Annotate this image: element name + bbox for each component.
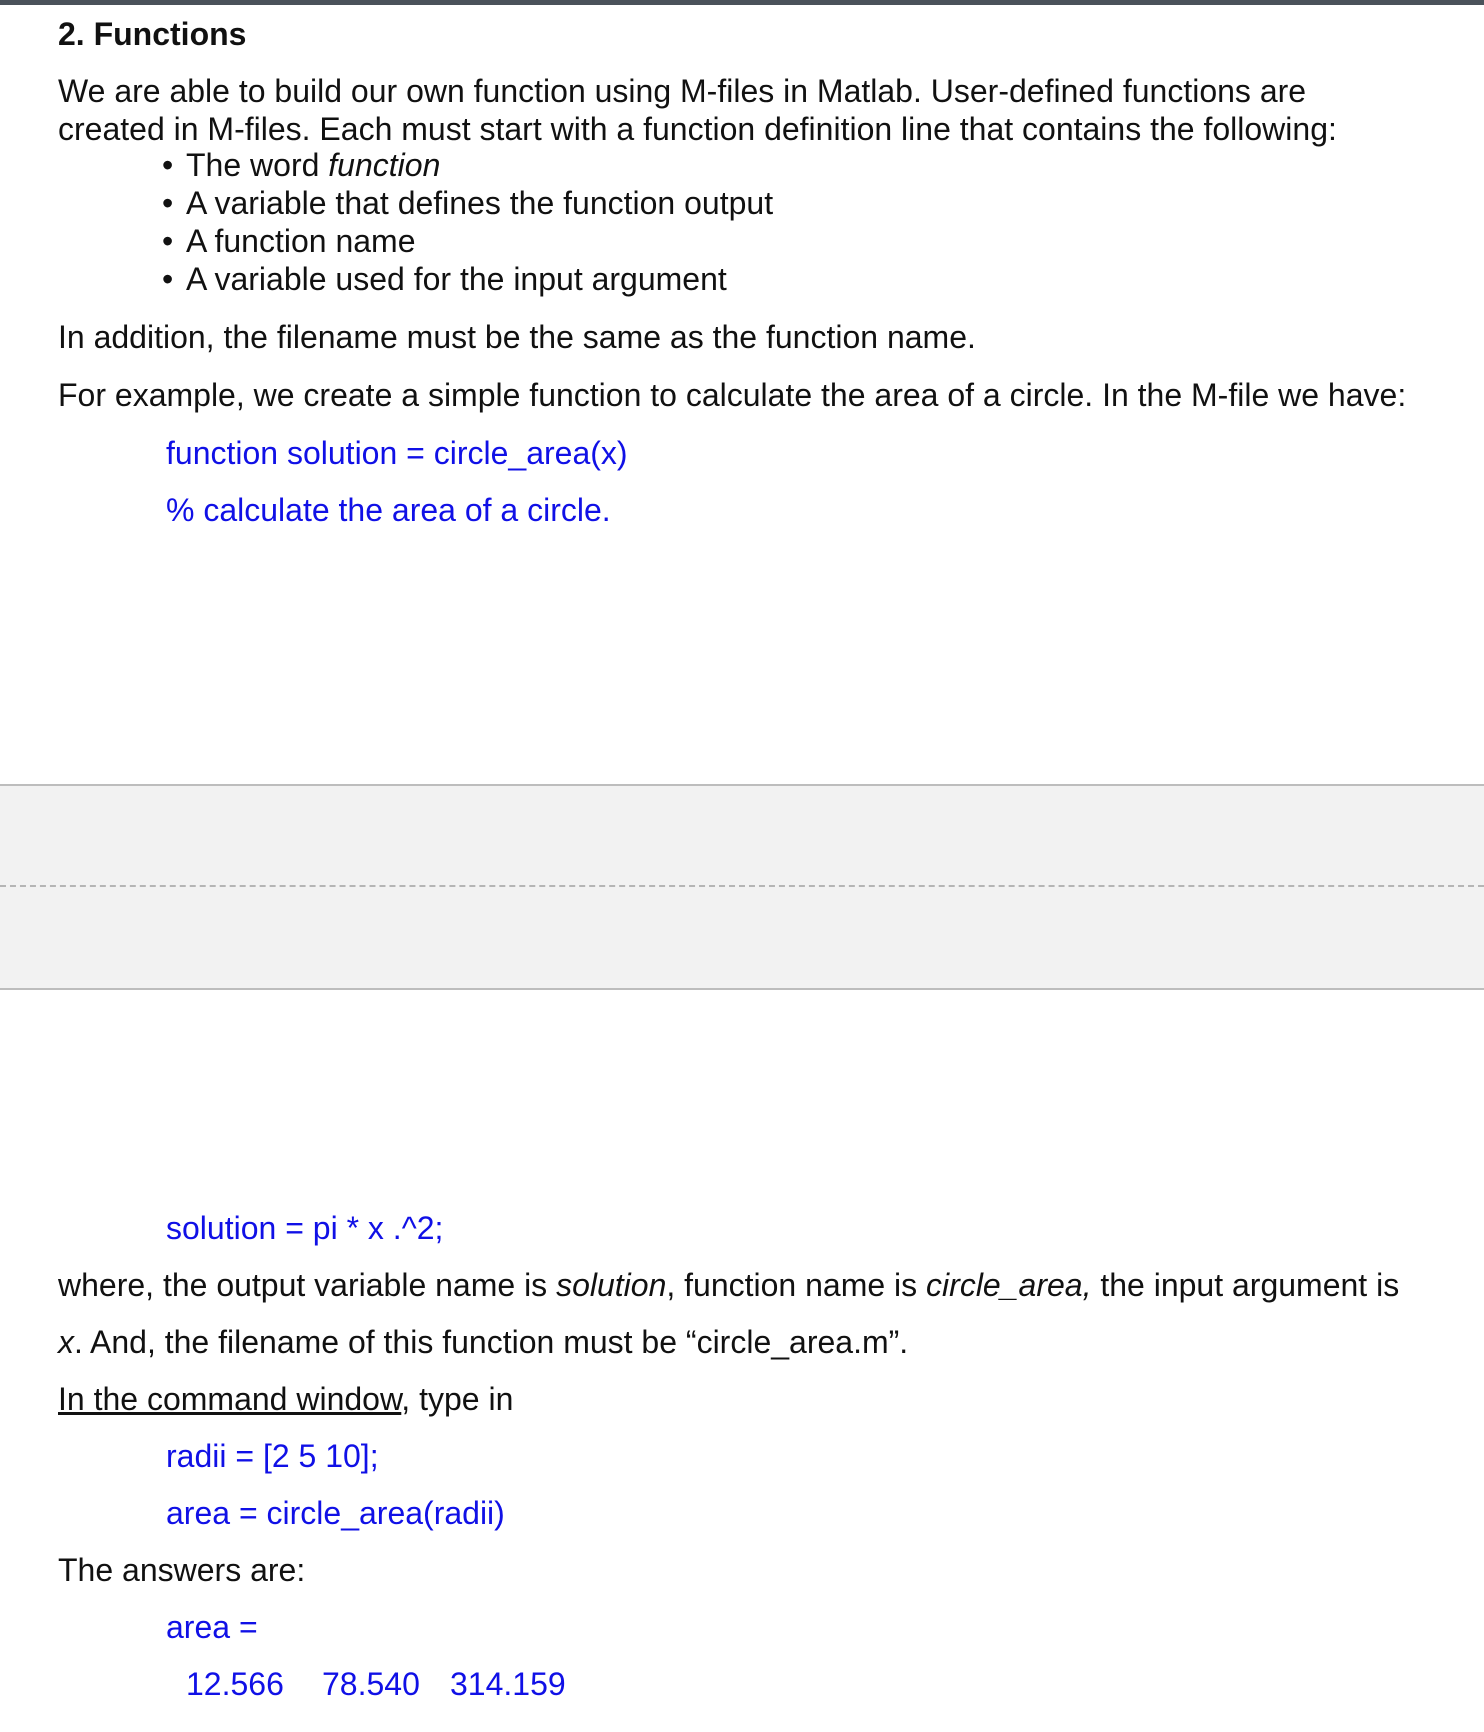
code-line-comment: % calculate the area of a circle. [166, 492, 611, 528]
section-title: 2. Functions [58, 16, 247, 52]
intro-line-1: We are able to build our own function using M-files in Matlab. User-defined functions are [58, 73, 1307, 109]
explanation-line-1: where, the output variable name is solution, function name is circle_area, the input argument is [58, 1267, 1400, 1303]
list-item: • A function name [162, 223, 416, 259]
bullet-icon: • [162, 223, 174, 259]
command-line-area: area = circle_area(radii) [166, 1495, 505, 1531]
bullet-icon: • [162, 261, 174, 297]
page-break-band [0, 784, 1484, 990]
top-rule [0, 0, 1484, 5]
code-line-solution: solution = pi * x .^2; [166, 1210, 444, 1246]
bullet-icon: • [162, 185, 174, 221]
page-break-dashed-line [0, 885, 1484, 887]
command-window-intro: In the command window, type in [58, 1381, 514, 1417]
output-value: 78.540 [322, 1666, 420, 1702]
list-item: • A variable that defines the function output [162, 185, 774, 221]
requirements-list [162, 146, 773, 298]
output-value: 12.566 [186, 1666, 284, 1702]
command-line-radii: radii = [2 5 10]; [166, 1438, 379, 1474]
example-intro: For example, we create a simple function to calculate the area of a circle. In the M-file we have: [58, 377, 1407, 413]
bullet-icon: • [162, 147, 174, 183]
output-label: area = [166, 1609, 258, 1645]
list-item: • The word function [162, 147, 441, 183]
list-item: • A variable used for the input argument [162, 261, 727, 297]
explanation-line-2: x. And, the filename of this function must be “circle_area.m”. [58, 1324, 909, 1360]
output-value: 314.159 [450, 1666, 566, 1702]
emphasis-solution: solution [556, 1267, 667, 1303]
output-values [186, 1665, 566, 1703]
filename-rule: In addition, the filename must be the same as the function name. [58, 319, 976, 355]
emphasis-function: function [328, 147, 441, 183]
command-window-label: In the command window [58, 1381, 402, 1417]
intro-line-2: created in M-files. Each must start with a function definition line that contains the following: [58, 111, 1337, 147]
emphasis-x: x [58, 1324, 74, 1360]
code-line-function-def: function solution = circle_area(x) [166, 435, 628, 471]
answers-label: The answers are: [58, 1552, 306, 1588]
emphasis-circle-area: circle_area, [926, 1267, 1092, 1303]
